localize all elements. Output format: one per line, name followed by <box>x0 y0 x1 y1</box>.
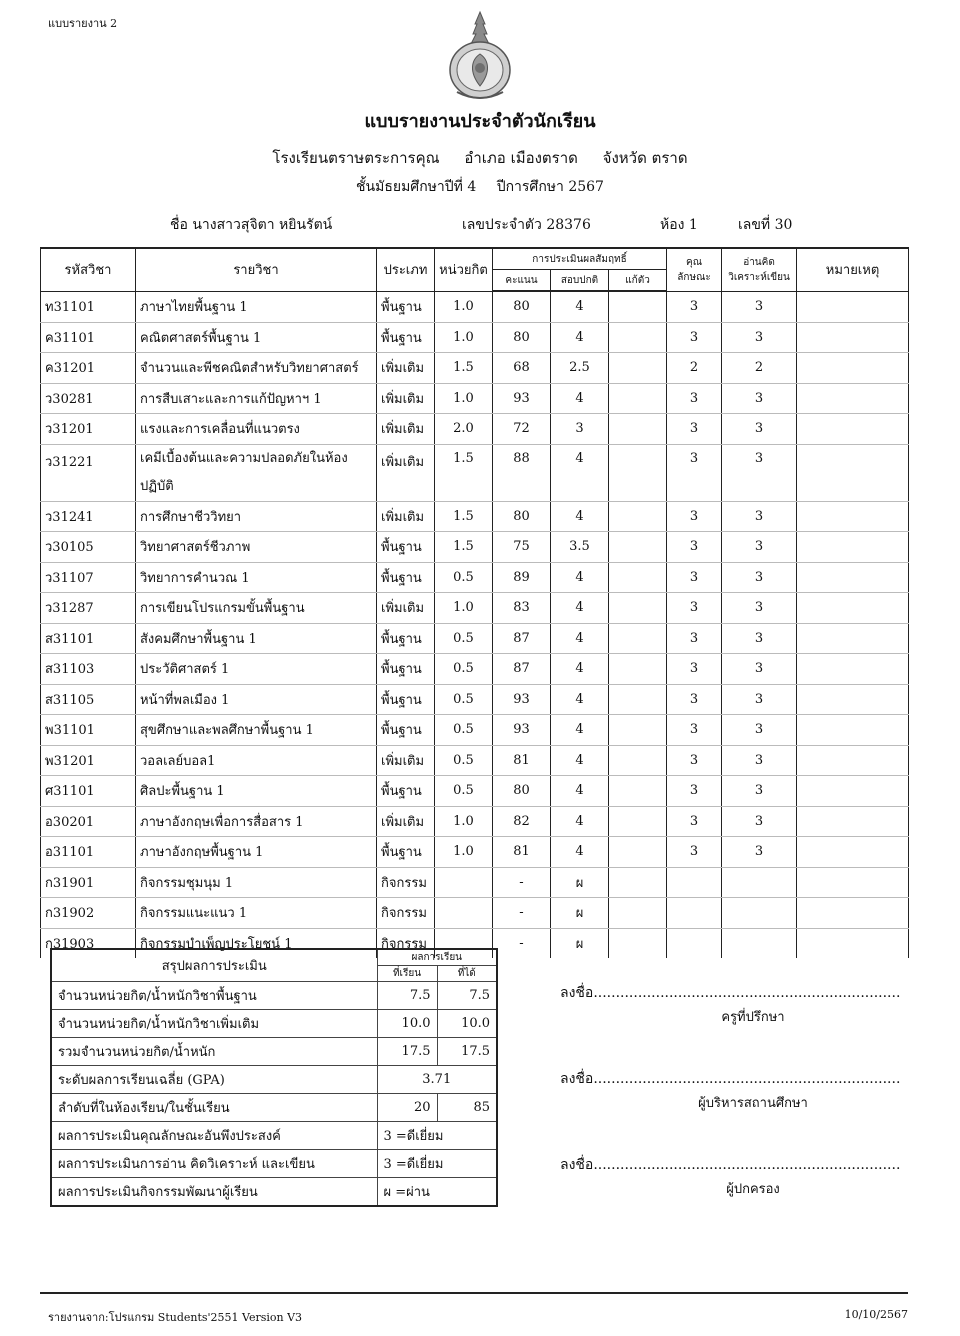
grades-table <box>40 247 909 958</box>
course-retake <box>609 867 667 898</box>
course-remark <box>797 353 909 384</box>
table-row <box>41 806 909 837</box>
course-retake <box>609 745 667 776</box>
course-credit: 1.0 <box>435 837 493 868</box>
table-row <box>41 444 909 501</box>
district: อำเภอ เมืองตราด <box>464 149 578 167</box>
course-retake <box>609 532 667 563</box>
course-retake <box>609 654 667 685</box>
course-code: พ31201 <box>41 745 136 776</box>
course-grade: 4 <box>551 383 609 414</box>
course-credit: 1.0 <box>435 383 493 414</box>
course-score: 80 <box>493 501 551 532</box>
course-score: 80 <box>493 291 551 322</box>
course-retake <box>609 414 667 445</box>
course-score: 82 <box>493 806 551 837</box>
signature-line: ลงชื่อ..................................................................... <box>560 1157 901 1173</box>
course-credit: 2.0 <box>435 414 493 445</box>
signature-line: ลงชื่อ..................................................................... <box>560 985 901 1001</box>
signature-parent <box>560 1154 906 1199</box>
course-retake <box>609 623 667 654</box>
summary-basic-studied: 7.5 <box>377 982 437 1010</box>
col-type: ประเภท <box>377 248 435 291</box>
course-credit: 0.5 <box>435 776 493 807</box>
course-score: 81 <box>493 745 551 776</box>
course-type: เพิ่มเติม <box>377 414 435 445</box>
course-name: วิทยาการคำนวณ 1 <box>136 562 377 593</box>
course-credit: 1.5 <box>435 532 493 563</box>
course-retake <box>609 806 667 837</box>
summary-extra-earned: 10.0 <box>437 1010 497 1038</box>
course-credit: 0.5 <box>435 715 493 746</box>
course-character: 3 <box>667 593 722 624</box>
course-code: ก31903 <box>41 928 136 958</box>
student-room: ห้อง 1 <box>660 217 698 233</box>
course-grade: 4 <box>551 562 609 593</box>
course-name: ภาษาอังกฤษเพื่อการสื่อสาร 1 <box>136 806 377 837</box>
course-code: ส31101 <box>41 623 136 654</box>
course-character <box>667 928 722 958</box>
course-character: 3 <box>667 806 722 837</box>
course-credit <box>435 898 493 929</box>
course-character: 3 <box>667 291 722 322</box>
course-type: พื้นฐาน <box>377 684 435 715</box>
course-grade: ผ <box>551 928 609 958</box>
course-type: พื้นฐาน <box>377 776 435 807</box>
course-grade: ผ <box>551 898 609 929</box>
course-remark <box>797 928 909 958</box>
course-score: 87 <box>493 654 551 685</box>
summary-extra-studied: 10.0 <box>377 1010 437 1038</box>
summary-activity-value: ผ =ผ่าน <box>377 1178 497 1207</box>
course-type: พื้นฐาน <box>377 532 435 563</box>
table-row <box>41 383 909 414</box>
course-type: เพิ่มเติม <box>377 806 435 837</box>
course-character: 3 <box>667 745 722 776</box>
course-remark <box>797 654 909 685</box>
course-score: 89 <box>493 562 551 593</box>
course-grade: 4 <box>551 593 609 624</box>
course-reading: 3 <box>722 745 797 776</box>
course-score: 93 <box>493 383 551 414</box>
course-retake <box>609 928 667 958</box>
course-character: 3 <box>667 322 722 353</box>
course-name: วิทยาศาสตร์ชีวภาพ <box>136 532 377 563</box>
course-credit: 0.5 <box>435 654 493 685</box>
table-row <box>41 322 909 353</box>
summary-gpa-label: ระดับผลการเรียนเฉลี่ย (GPA) <box>51 1066 377 1094</box>
course-name: เคมีเบื้องต้นและความปลอดภัยในห้องปฏิบัติ <box>136 444 377 501</box>
signature-role-advisor: ครูที่ปรึกษา <box>721 1010 785 1025</box>
course-type: พื้นฐาน <box>377 654 435 685</box>
course-credit: 0.5 <box>435 745 493 776</box>
course-name: ภาษาอังกฤษพื้นฐาน 1 <box>136 837 377 868</box>
course-code: ว31241 <box>41 501 136 532</box>
course-credit: 1.0 <box>435 806 493 837</box>
table-row <box>41 898 909 929</box>
table-row <box>41 532 909 563</box>
course-remark <box>797 444 909 501</box>
course-name: กิจกรรมชุมนุม 1 <box>136 867 377 898</box>
student-id: เลขประจำตัว 28376 <box>462 217 591 233</box>
course-retake <box>609 291 667 322</box>
course-remark <box>797 414 909 445</box>
course-character: 3 <box>667 715 722 746</box>
course-character: 3 <box>667 684 722 715</box>
course-reading: 3 <box>722 414 797 445</box>
table-row <box>41 715 909 746</box>
course-code: อ31101 <box>41 837 136 868</box>
course-reading <box>722 867 797 898</box>
course-type: กิจกรรม <box>377 867 435 898</box>
course-reading: 3 <box>722 684 797 715</box>
course-code: อ30201 <box>41 806 136 837</box>
signature-line: ลงชื่อ..................................................................... <box>560 1071 901 1087</box>
table-row <box>41 623 909 654</box>
course-type: เพิ่มเติม <box>377 383 435 414</box>
course-grade: 4 <box>551 291 609 322</box>
col-score: คะแนน <box>493 270 551 292</box>
summary-title: สรุปผลการประเมิน <box>51 949 377 982</box>
course-type: กิจกรรม <box>377 898 435 929</box>
course-code: ศ31101 <box>41 776 136 807</box>
course-name: หน้าที่พลเมือง 1 <box>136 684 377 715</box>
course-score: 72 <box>493 414 551 445</box>
summary-reading-label: ผลการประเมินการอ่าน คิดวิเคราะห์ และเขียน <box>51 1150 377 1178</box>
table-row <box>41 837 909 868</box>
province: จังหวัด ตราด <box>602 149 688 167</box>
course-credit: 1.0 <box>435 593 493 624</box>
course-character: 3 <box>667 623 722 654</box>
summary-rank-room: 20 <box>377 1094 437 1122</box>
course-score: 80 <box>493 322 551 353</box>
course-code: ค31101 <box>41 322 136 353</box>
course-retake <box>609 776 667 807</box>
school-line <box>0 146 960 170</box>
course-credit: 1.5 <box>435 501 493 532</box>
course-reading: 3 <box>722 776 797 807</box>
course-credit: 1.0 <box>435 291 493 322</box>
course-retake <box>609 383 667 414</box>
grades-body <box>41 291 909 958</box>
course-character: 2 <box>667 353 722 384</box>
col-subject: รายวิชา <box>136 248 377 291</box>
course-retake <box>609 562 667 593</box>
table-row <box>41 353 909 384</box>
course-name: สุขศึกษาและพลศึกษาพื้นฐาน 1 <box>136 715 377 746</box>
year-line <box>0 176 960 198</box>
course-grade: 4 <box>551 715 609 746</box>
course-character: 3 <box>667 562 722 593</box>
course-retake <box>609 593 667 624</box>
course-remark <box>797 806 909 837</box>
academic-year: ปีการศึกษา 2567 <box>496 179 604 195</box>
course-type: เพิ่มเติม <box>377 593 435 624</box>
course-score: - <box>493 898 551 929</box>
course-code: ว30105 <box>41 532 136 563</box>
course-retake <box>609 322 667 353</box>
summary-reading-value: 3 =ดีเยี่ยม <box>377 1150 497 1178</box>
course-name: กิจกรรมแนะแนว 1 <box>136 898 377 929</box>
course-name: กิจกรรมบำเพ็ญประโยชน์ 1 <box>136 928 377 958</box>
course-remark <box>797 532 909 563</box>
course-reading: 3 <box>722 532 797 563</box>
course-grade: ผ <box>551 867 609 898</box>
summary-rank-label: ลำดับที่ในห้องเรียน/ในชั้นเรียน <box>51 1094 377 1122</box>
col-remark: หมายเหตุ <box>797 248 909 291</box>
course-remark <box>797 715 909 746</box>
course-score: 88 <box>493 444 551 501</box>
summary-extra-label: จำนวนหน่วยกิต/น้ำหนักวิชาเพิ่มเติม <box>51 1010 377 1038</box>
course-reading: 3 <box>722 291 797 322</box>
course-type: กิจกรรม <box>377 928 435 958</box>
col-assessment: การประเมินผลสัมฤทธิ์ <box>493 248 667 270</box>
course-code: ว31107 <box>41 562 136 593</box>
course-retake <box>609 684 667 715</box>
course-type: เพิ่มเติม <box>377 501 435 532</box>
course-remark <box>797 562 909 593</box>
course-reading: 3 <box>722 654 797 685</box>
course-grade: 4 <box>551 654 609 685</box>
course-reading: 3 <box>722 444 797 501</box>
course-score: 75 <box>493 532 551 563</box>
course-remark <box>797 623 909 654</box>
course-type: เพิ่มเติม <box>377 444 435 501</box>
summary-basic-earned: 7.5 <box>437 982 497 1010</box>
course-reading: 3 <box>722 322 797 353</box>
course-code: ว30281 <box>41 383 136 414</box>
course-character: 3 <box>667 501 722 532</box>
course-reading: 2 <box>722 353 797 384</box>
summary-total-studied: 17.5 <box>377 1038 437 1066</box>
course-code: ก31902 <box>41 898 136 929</box>
course-credit: 1.5 <box>435 353 493 384</box>
table-row <box>41 593 909 624</box>
course-credit: 1.0 <box>435 322 493 353</box>
student-name: ชื่อ นางสาวสุจิตา หยินรัตน์ <box>170 217 333 233</box>
course-name: การสืบเสาะและการแก้ปัญหาฯ 1 <box>136 383 377 414</box>
col-credit: หน่วยกิต <box>435 248 493 291</box>
signature-advisor <box>560 982 906 1027</box>
summary-character-value: 3 =ดีเยี่ยม <box>377 1122 497 1150</box>
course-type: พื้นฐาน <box>377 715 435 746</box>
table-row <box>41 654 909 685</box>
course-name: สังคมศึกษาพื้นฐาน 1 <box>136 623 377 654</box>
summary-col-studied: ที่เรียน <box>377 966 437 982</box>
course-code: ส31105 <box>41 684 136 715</box>
course-grade: 4 <box>551 684 609 715</box>
col-normal: สอบปกติ <box>551 270 609 292</box>
course-character: 3 <box>667 654 722 685</box>
course-reading: 3 <box>722 501 797 532</box>
course-reading: 3 <box>722 383 797 414</box>
course-reading: 3 <box>722 623 797 654</box>
course-code: ส31103 <box>41 654 136 685</box>
course-reading: 3 <box>722 562 797 593</box>
course-score: 80 <box>493 776 551 807</box>
course-grade: 4 <box>551 444 609 501</box>
course-retake <box>609 898 667 929</box>
course-name: การศึกษาชีววิทยา <box>136 501 377 532</box>
course-name: ศิลปะพื้นฐาน 1 <box>136 776 377 807</box>
course-type: พื้นฐาน <box>377 562 435 593</box>
course-name: การเขียนโปรแกรมขั้นพื้นฐาน <box>136 593 377 624</box>
col-retake: แก้ตัว <box>609 270 667 292</box>
col-character: คุณ ลักษณะ <box>667 248 722 291</box>
course-remark <box>797 837 909 868</box>
table-row <box>41 414 909 445</box>
course-retake <box>609 444 667 501</box>
course-character <box>667 898 722 929</box>
course-name: ประวัติศาสตร์ 1 <box>136 654 377 685</box>
course-remark <box>797 383 909 414</box>
course-code: ว31287 <box>41 593 136 624</box>
footer-date: 10/10/2567 <box>844 1308 908 1321</box>
table-row <box>41 562 909 593</box>
signature-director <box>560 1068 906 1113</box>
course-character: 3 <box>667 532 722 563</box>
summary-character-label: ผลการประเมินคุณลักษณะอันพึงประสงค์ <box>51 1122 377 1150</box>
course-retake <box>609 837 667 868</box>
course-code: ก31901 <box>41 867 136 898</box>
course-type: พื้นฐาน <box>377 322 435 353</box>
grade-level: ชั้นมัธยมศึกษาปีที่ 4 <box>356 179 477 195</box>
footer-divider <box>40 1292 908 1294</box>
course-code: ค31201 <box>41 353 136 384</box>
course-remark <box>797 322 909 353</box>
table-row <box>41 776 909 807</box>
course-retake <box>609 501 667 532</box>
form-code: แบบรายงาน 2 <box>48 17 118 30</box>
course-character: 3 <box>667 444 722 501</box>
course-score: 87 <box>493 623 551 654</box>
course-grade: 2.5 <box>551 353 609 384</box>
course-remark <box>797 898 909 929</box>
course-grade: 4 <box>551 322 609 353</box>
course-reading: 3 <box>722 715 797 746</box>
course-score: 83 <box>493 593 551 624</box>
summary-result-header: ผลการเรียน <box>377 949 497 966</box>
course-remark <box>797 291 909 322</box>
course-code: ว31201 <box>41 414 136 445</box>
course-score: 93 <box>493 684 551 715</box>
course-score: - <box>493 867 551 898</box>
school-emblem-icon <box>447 10 513 102</box>
summary-gpa-value: 3.71 <box>377 1066 497 1094</box>
course-reading <box>722 928 797 958</box>
course-credit <box>435 867 493 898</box>
course-type: พื้นฐาน <box>377 623 435 654</box>
col-reading: อ่านคิด วิเคราะห์เขียน <box>722 248 797 291</box>
course-grade: 4 <box>551 745 609 776</box>
course-character: 3 <box>667 383 722 414</box>
course-retake <box>609 715 667 746</box>
course-reading: 3 <box>722 806 797 837</box>
summary-total-label: รวมจำนวนหน่วยกิต/น้ำหนัก <box>51 1038 377 1066</box>
course-remark <box>797 745 909 776</box>
course-type: เพิ่มเติม <box>377 353 435 384</box>
course-code: พ31101 <box>41 715 136 746</box>
report-title: แบบรายงานประจำตัวนักเรียน <box>364 111 596 132</box>
course-character: 3 <box>667 837 722 868</box>
course-score: 68 <box>493 353 551 384</box>
summary-rank-class: 85 <box>437 1094 497 1122</box>
course-remark <box>797 684 909 715</box>
course-name: แรงและการเคลื่อนที่แนวตรง <box>136 414 377 445</box>
course-retake <box>609 353 667 384</box>
student-number: เลขที่ 30 <box>738 217 793 233</box>
course-type: พื้นฐาน <box>377 837 435 868</box>
summary-total-earned: 17.5 <box>437 1038 497 1066</box>
course-code: ท31101 <box>41 291 136 322</box>
course-grade: 4 <box>551 623 609 654</box>
table-row <box>41 684 909 715</box>
course-code: ว31221 <box>41 444 136 501</box>
course-remark <box>797 501 909 532</box>
course-reading <box>722 898 797 929</box>
table-row <box>41 867 909 898</box>
summary-activity-label: ผลการประเมินกิจกรรมพัฒนาผู้เรียน <box>51 1178 377 1207</box>
summary-basic-label: จำนวนหน่วยกิต/น้ำหนักวิชาพื้นฐาน <box>51 982 377 1010</box>
course-score: 93 <box>493 715 551 746</box>
course-score: - <box>493 928 551 958</box>
course-grade: 4 <box>551 806 609 837</box>
course-grade: 4 <box>551 837 609 868</box>
course-type: เพิ่มเติม <box>377 745 435 776</box>
course-reading: 3 <box>722 837 797 868</box>
school-name: โรงเรียนตราษตระการคุณ <box>272 149 440 167</box>
course-credit: 0.5 <box>435 623 493 654</box>
course-name: จำนวนและพีชคณิตสำหรับวิทยาศาสตร์ <box>136 353 377 384</box>
course-credit: 0.5 <box>435 684 493 715</box>
course-character <box>667 867 722 898</box>
course-score: 81 <box>493 837 551 868</box>
course-grade: 4 <box>551 776 609 807</box>
course-name: คณิตศาสตร์พื้นฐาน 1 <box>136 322 377 353</box>
col-code: รหัสวิชา <box>41 248 136 291</box>
course-character: 3 <box>667 414 722 445</box>
course-reading: 3 <box>722 593 797 624</box>
course-remark <box>797 593 909 624</box>
table-row <box>41 291 909 322</box>
footer-program: รายงานจาก:โปรแกรม Students'2551 Version V3 <box>48 1311 303 1324</box>
course-name: ภาษาไทยพื้นฐาน 1 <box>136 291 377 322</box>
course-remark <box>797 776 909 807</box>
course-credit: 0.5 <box>435 562 493 593</box>
course-grade: 4 <box>551 501 609 532</box>
summary-table <box>50 948 498 1207</box>
table-row <box>41 745 909 776</box>
summary-col-earned: ที่ได้ <box>437 966 497 982</box>
course-name: วอลเลย์บอล1 <box>136 745 377 776</box>
signature-role-parent: ผู้ปกครอง <box>726 1182 780 1197</box>
course-character: 3 <box>667 776 722 807</box>
course-grade: 3.5 <box>551 532 609 563</box>
course-type: พื้นฐาน <box>377 291 435 322</box>
course-grade: 3 <box>551 414 609 445</box>
course-remark <box>797 867 909 898</box>
signature-role-director: ผู้บริหารสถานศึกษา <box>698 1096 808 1111</box>
course-credit: 1.5 <box>435 444 493 501</box>
table-row <box>41 501 909 532</box>
